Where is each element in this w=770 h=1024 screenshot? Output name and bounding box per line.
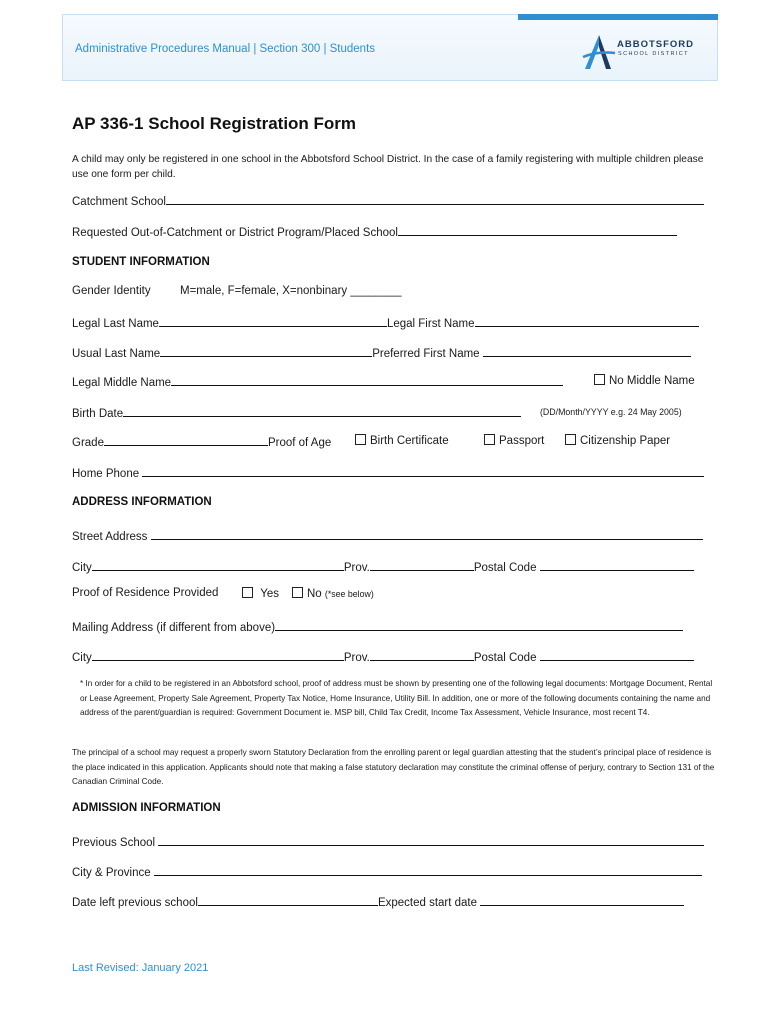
no-middle-name-label: No Middle Name [609,375,695,387]
mailing-city-label: City [72,652,92,664]
citizenship-paper-checkbox[interactable] [565,434,576,445]
mailing-address-row [72,619,712,634]
requested-school-label: Requested Out-of-Catchment or District Program/Placed School [72,227,398,239]
home-phone-label: Home Phone [72,468,140,480]
grade-field[interactable] [104,434,268,446]
student-section-heading: STUDENT INFORMATION [72,256,210,268]
legal-last-name-label: Legal Last Name [72,318,159,330]
residence-no-label: No [307,588,322,600]
legal-first-name-label: Legal First Name [386,318,475,330]
city-label: City [72,562,92,574]
citizenship-paper-option[interactable] [565,434,670,447]
city-field[interactable] [92,559,344,571]
mailing-postal-code-label: Postal Code [473,652,537,664]
header-text: Administrative Procedures Manual | Section 300 | Students [75,43,376,55]
catchment-school-label: Catchment School [72,196,166,208]
prov-field[interactable] [370,559,474,571]
logo-word-school-district: SCHOOL DISTRICT [618,51,689,57]
legal-name-row [72,315,712,330]
intro-text: A child may only be registered in one school in the Abbotsford School District. In the case of a family registering with multiple children please use one form per child. [72,154,704,180]
prov-label: Prov. [343,562,370,574]
passport-checkbox[interactable] [484,434,495,445]
usual-name-row [72,345,712,360]
middle-name-row [72,374,712,389]
usual-last-name-field[interactable] [160,345,372,357]
legal-middle-name-label: Legal Middle Name [72,377,172,389]
passport-option[interactable] [484,434,544,447]
proof-of-residence-row [72,587,712,599]
date-left-label: Date left previous school [72,897,198,909]
logo-word-abbotsford: ABBOTSFORD [617,39,695,50]
birth-date-row [72,405,712,420]
address-section-heading: ADDRESS INFORMATION [72,496,212,508]
grade-row [72,434,712,449]
postal-code-field[interactable] [540,559,694,571]
mailing-prov-field[interactable] [370,649,474,661]
city-province-row [72,864,712,879]
birth-certificate-checkbox[interactable] [355,434,366,445]
catchment-school-row [72,193,712,208]
dates-row [72,894,712,909]
previous-school-label: Previous School [72,837,156,849]
page-title: AP 336-1 School Registration Form [72,114,357,133]
mailing-postal-code-field[interactable] [540,649,694,661]
gender-options-field[interactable]: M=male, F=female, X=nonbinary ________ [180,285,402,297]
legal-middle-name-field[interactable] [171,374,563,386]
home-phone-row [72,465,712,480]
birth-certificate-option[interactable] [355,434,449,447]
requested-school-field[interactable] [398,224,677,236]
previous-school-field[interactable] [158,834,704,846]
birth-date-label: Birth Date [72,408,124,420]
proof-of-residence-label: Proof of Residence Provided [72,587,219,599]
city-province-field[interactable] [154,864,702,876]
no-middle-name-option[interactable] [594,374,695,387]
preferred-first-name-label: Preferred First Name [372,348,480,360]
city-row [72,559,712,574]
birth-date-field[interactable] [123,405,521,417]
legal-last-name-field[interactable] [159,315,387,327]
gender-identity-label: Gender Identity [72,285,151,297]
grade-label: Grade [72,437,104,449]
address-note: * In order for a child to be registered in an Abbotsford school, proof of address must be shown by presenting one of the following legal documents: Mortgage Document, Rental or Lease Agreement, Property Sale Agreement, Property Tax Notice, Home Insurance, Utility Bill. In addition, one or more of the following documents containing the name and address of the parent/guardian is required: Government Document ie. MSP bill, Child Tax Credit, Income Tax Assessment, Vehicle Insurance, most recent T4. [80,679,713,717]
residence-no-checkbox[interactable] [292,587,303,598]
see-below-note: (*see below) [324,589,374,599]
street-address-field[interactable] [151,528,703,540]
gender-row [72,285,712,297]
no-middle-name-checkbox[interactable] [594,374,605,385]
street-address-row [72,528,712,543]
residence-yes-checkbox[interactable] [242,587,253,598]
citizenship-paper-label: Citizenship Paper [580,435,671,447]
catchment-school-field[interactable] [166,193,704,205]
district-logo-mark [581,33,617,73]
previous-school-row [72,834,712,849]
street-address-label: Street Address [72,531,148,543]
header-accent-stripe [518,14,718,20]
residence-yes-option[interactable] [242,587,279,600]
mailing-address-label: Mailing Address (if different from above) [72,622,276,634]
last-revised: Last Revised: January 2021 [72,962,209,974]
home-phone-field[interactable] [142,465,704,477]
admission-section-heading: ADMISSION INFORMATION [72,802,221,814]
birth-certificate-label: Birth Certificate [370,435,449,447]
mailing-city-field[interactable] [92,649,344,661]
legal-first-name-field[interactable] [475,315,699,327]
principal-note: The principal of a school may request a properly sworn Statutory Declaration from the enrolling parent or legal guardian attesting that the student’s principal place of residence is the place indicated in this application. Applicants should note that making a false statutory declaration may constitute the criminal offense of perjury, contrary to Section 131 of the Canadian Criminal Code. [72,748,715,786]
preferred-first-name-field[interactable] [483,345,691,357]
mailing-city-row [72,649,712,664]
requested-school-row [72,224,712,239]
residence-no-option[interactable] [292,587,374,600]
city-province-label: City & Province [72,867,151,879]
mailing-prov-label: Prov. [343,652,370,664]
district-logo [581,33,695,73]
date-left-field[interactable] [198,894,378,906]
postal-code-label: Postal Code [473,562,537,574]
birth-date-hint: (DD/Month/YYYY e.g. 24 May 2005) [540,407,682,417]
mailing-address-field[interactable] [275,619,683,631]
usual-last-name-label: Usual Last Name [72,348,161,360]
proof-of-age-label: Proof of Age [267,437,332,449]
expected-start-field[interactable] [480,894,684,906]
passport-label: Passport [499,435,545,447]
page-header [62,14,718,81]
residence-yes-label: Yes [260,588,279,600]
expected-start-label: Expected start date [377,897,478,909]
